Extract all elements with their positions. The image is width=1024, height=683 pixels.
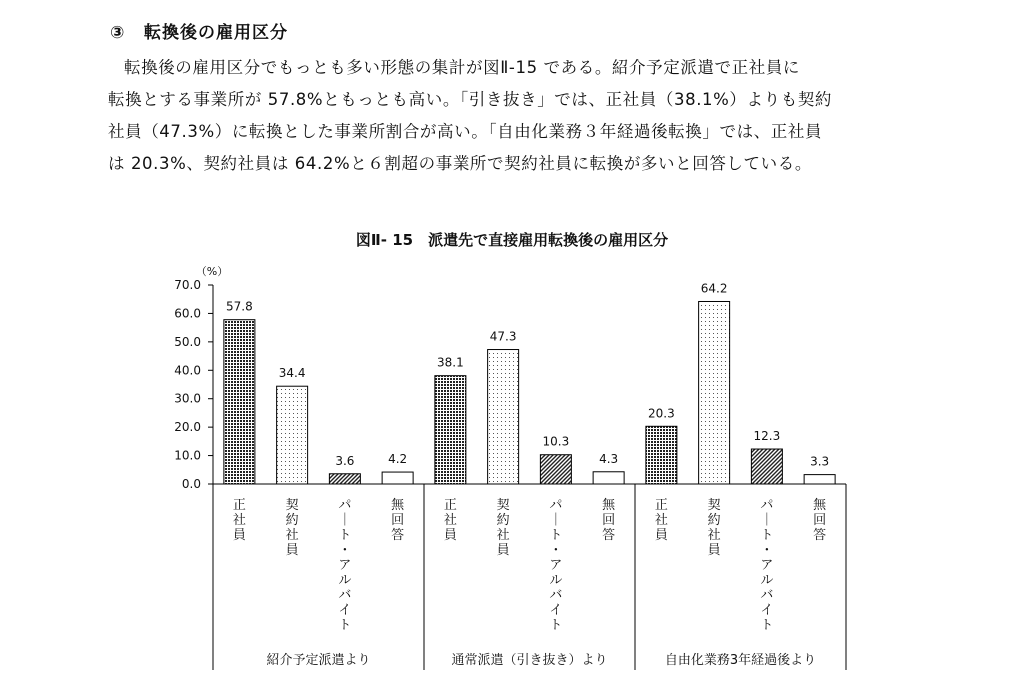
paragraph-line-3: 社員（47.3%）に転換とした事業所割合が高い。「自由化業務３年経過後転換」では、正社員	[108, 122, 823, 141]
category-label-char: 員	[232, 528, 246, 543]
category-label-char: 正	[654, 498, 668, 513]
category-label-char: 社	[232, 513, 246, 528]
category-label-char: 回	[602, 513, 616, 528]
bar	[435, 376, 466, 484]
y-tick-label: 20.0	[174, 420, 201, 435]
category-label-char: パ	[549, 498, 563, 513]
group-label: 通常派遣（引き抜き）より	[451, 653, 608, 668]
category-label-char: バ	[549, 588, 563, 603]
category-label-char: 約	[496, 513, 510, 528]
category-label-char: 無	[602, 498, 616, 513]
category-label-char: ル	[760, 573, 774, 588]
category-label-char: パ	[760, 498, 774, 513]
category-label-char: 員	[496, 543, 510, 558]
category-label-char: イ	[338, 603, 352, 618]
category-label-char: ｜	[549, 513, 563, 528]
category-label-char: 答	[391, 528, 405, 543]
group-label: 紹介予定派遣より	[266, 653, 371, 668]
bar-value-label: 4.3	[599, 451, 619, 466]
group-label: 自由化業務3年経過後より	[664, 653, 817, 668]
y-tick-label: 30.0	[174, 391, 201, 406]
category-label-char: 正	[443, 498, 457, 513]
y-tick-label: 70.0	[174, 278, 201, 292]
bar-value-label: 3.6	[335, 453, 355, 468]
category-label-char: 員	[443, 528, 457, 543]
section-number: ③	[110, 23, 126, 43]
bar-value-label: 47.3	[489, 329, 517, 344]
category-label-char: ト	[760, 528, 774, 543]
bar-value-label: 20.3	[648, 406, 675, 421]
category-label-char: 契	[707, 498, 721, 513]
y-axis-ticks	[174, 278, 213, 491]
plot-area	[213, 281, 846, 670]
bar-value-label: 64.2	[700, 281, 728, 296]
paragraph-line-2: 転換とする事業所が 57.8%ともっとも高い。「引き抜き」では、正社員（38.1%）よりも契約	[108, 90, 833, 109]
category-label-char: 社	[443, 513, 457, 528]
category-label-char: ・	[338, 543, 352, 558]
category-label-char: 契	[496, 498, 510, 513]
bar	[751, 449, 782, 484]
category-label-char: 回	[391, 513, 405, 528]
bar-value-label: 10.3	[542, 434, 570, 449]
y-tick-label: 40.0	[174, 363, 201, 378]
bar-value-label: 38.1	[437, 355, 464, 370]
bar-value-label: 34.4	[278, 366, 306, 381]
category-label-char: 約	[285, 513, 299, 528]
category-label-char: ト	[338, 618, 352, 633]
bar-value-label: 12.3	[753, 429, 781, 444]
category-label-char: バ	[760, 588, 774, 603]
chart-title: 図Ⅱ- 15 派遣先で直接雇用転換後の雇用区分	[355, 231, 669, 249]
section-title: 転換後の雇用区分	[144, 23, 288, 43]
category-label-char: 正	[232, 498, 246, 513]
category-label-char: ト	[338, 528, 352, 543]
bar	[488, 350, 519, 484]
category-label-char: 無	[391, 498, 405, 513]
category-label-char: 社	[496, 528, 510, 543]
y-tick-label: 50.0	[174, 334, 201, 349]
category-label-char: バ	[338, 588, 352, 603]
bar	[699, 301, 730, 484]
category-label-char: 社	[285, 528, 299, 543]
bar-value-label: 4.2	[388, 452, 408, 467]
y-tick-label: 10.0	[174, 448, 201, 463]
bar	[540, 455, 571, 484]
bar	[224, 320, 255, 484]
category-label-char: ア	[338, 558, 352, 573]
category-label-char: 約	[707, 513, 721, 528]
category-label-char: 回	[813, 513, 827, 528]
category-label-char: ・	[549, 543, 563, 558]
category-label-char: ト	[549, 618, 563, 633]
category-label-char: 答	[813, 528, 827, 543]
bar-value-label: 3.3	[810, 454, 830, 469]
category-label-char: ト	[760, 618, 774, 633]
bar	[277, 386, 308, 484]
bar	[382, 472, 413, 484]
bar	[646, 426, 677, 484]
category-label-char: イ	[549, 603, 563, 618]
y-axis-unit: （%）	[195, 265, 229, 278]
category-label-char: ル	[549, 573, 563, 588]
category-label-char: 社	[654, 513, 668, 528]
paragraph-line-1: 転換後の雇用区分でもっとも多い形態の集計が図Ⅱ-15 である。紹介予定派遣で正社員に	[124, 58, 801, 77]
bar	[329, 474, 360, 484]
y-tick-label: 60.0	[174, 306, 201, 321]
category-label-char: 員	[285, 543, 299, 558]
category-label-char: ｜	[338, 513, 352, 528]
y-tick-label: 0.0	[181, 477, 201, 491]
category-label-char: ト	[549, 528, 563, 543]
bar	[804, 475, 835, 484]
category-label-char: 無	[813, 498, 827, 513]
category-label-char: ア	[549, 558, 563, 573]
category-label-char: 答	[602, 528, 616, 543]
category-label-char: 員	[654, 528, 668, 543]
paragraph-line-4: は 20.3%、契約社員は 64.2%と６割超の事業所で契約社員に転換が多いと回答している。	[108, 154, 812, 173]
category-label-char: イ	[760, 603, 774, 618]
category-label-char: 社	[707, 528, 721, 543]
category-label-char: ル	[338, 573, 352, 588]
category-label-char: パ	[338, 498, 352, 513]
category-label-char: 契	[285, 498, 299, 513]
bar	[593, 472, 624, 484]
bar-value-label: 57.8	[226, 299, 253, 314]
category-label-char: ・	[760, 543, 774, 558]
category-label-char: ア	[760, 558, 774, 573]
category-label-char: ｜	[760, 513, 774, 528]
category-label-char: 員	[707, 543, 721, 558]
